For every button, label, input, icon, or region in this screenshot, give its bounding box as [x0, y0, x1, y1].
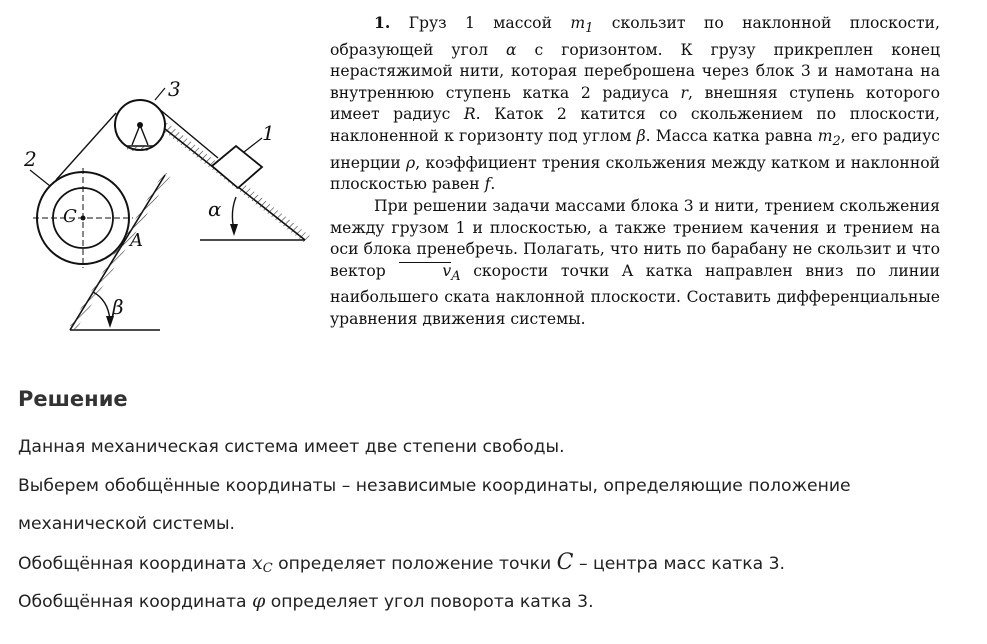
solution-section	[18, 384, 968, 621]
solution-line-3: механической системы.	[18, 514, 236, 534]
solution-line-5: Обобщённая координата φ определяет угол поворота катка 3.	[18, 590, 594, 612]
problem-paragraph-1: 1. Груз 1 массой $m_1$ скользит по наклонной плоскости, образующей угол α с горизонтом. К грузу прикреплен конец нерастяжимой нити, которая переброшена через блок 3 и намотана на внутреннюю ступень катка 2 радиуса r, внешняя ступень которого имеет радиус R. Каток 2 катится со скольжением по плоскости, наклоненной к горизонту под углом β. Масса катка равна $m_2$, его радиус инерции ρ, коэффициент трения скольжения между катком и наклонной плоскостью равен f.	[330, 13, 941, 194]
solution-line-2: Выберем обобщённые координаты – независимые координаты, определяющие положение	[18, 475, 851, 496]
solution-line-1: Данная механическая система имеет две степени свободы.	[18, 437, 565, 457]
label-block-3: 3	[168, 77, 181, 101]
label-roller-2: 2	[24, 147, 37, 171]
solution-title: Решение	[18, 387, 128, 411]
label-beta: β	[112, 295, 124, 319]
label-load-1: 1	[262, 121, 275, 145]
label-point-a: A	[130, 230, 143, 251]
solution-line-4: Обобщённая координата xC определяет положение точки C – центра масс катка 3.	[18, 549, 786, 576]
velocity-vector-va: v	[398, 261, 451, 283]
problem-statement	[330, 12, 940, 331]
mechanics-figure	[0, 0, 320, 340]
load-1	[212, 138, 262, 188]
label-alpha: α	[208, 197, 222, 221]
label-center-c: C	[63, 206, 77, 227]
problem-paragraph-2: При решении задачи массами блока 3 и нити, трением скольжения между грузом 1 и плоскостью, а также трением качения и трением на оси блока пренебречь. Полагать, что нить по барабану не скользит и что вектор $v_A$ скорости точки A катка направлен вниз по линии наибольшего ската наклонной плоскости. Составить дифференциальные уравнения движения системы.	[330, 196, 940, 329]
block-3	[115, 88, 165, 151]
